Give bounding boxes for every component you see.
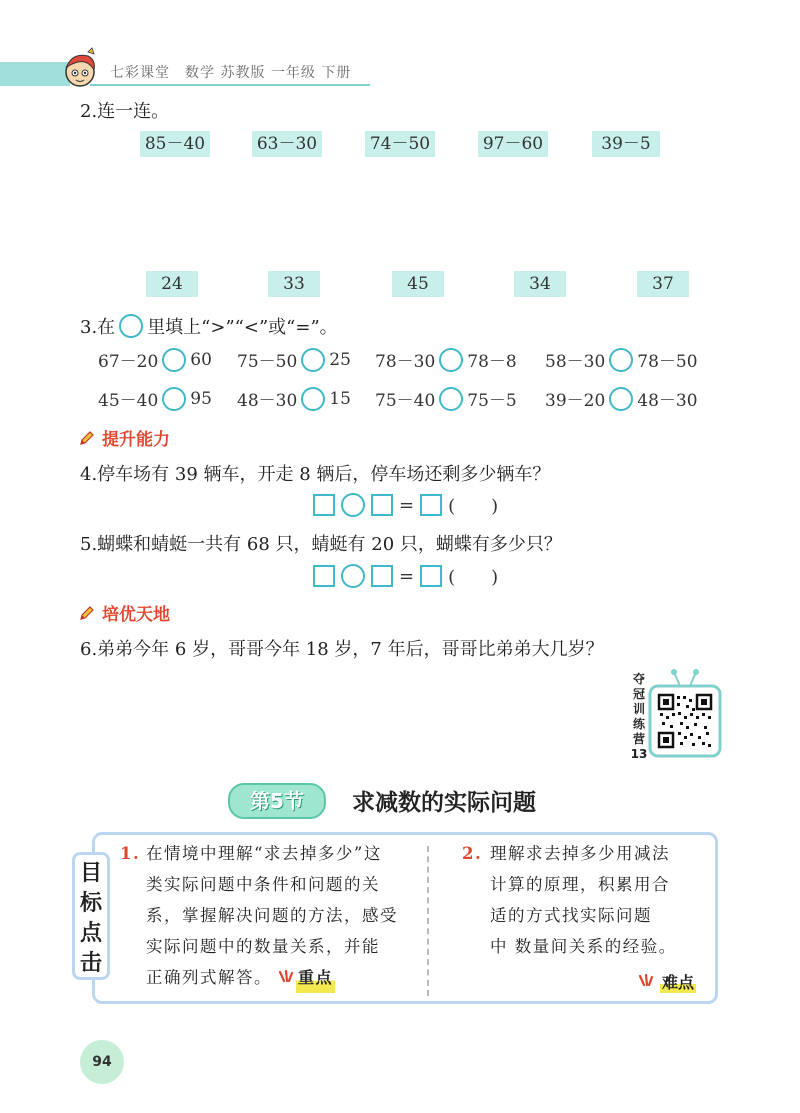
section-excel (78, 600, 170, 625)
compare-right: 95 (190, 388, 212, 409)
section-improve (78, 425, 170, 450)
qr-label-char: 冠 (632, 687, 645, 701)
answer-box[interactable] (313, 494, 335, 516)
section-excel-label: 培优天地 (102, 605, 170, 625)
expression-chip: 39－5 (592, 131, 660, 157)
q3-title-a: 3.在 (80, 317, 116, 338)
compare-circle[interactable] (162, 387, 186, 411)
target-1-text (146, 838, 416, 993)
expression-chip: 63－30 (252, 131, 322, 157)
compare-left: 75－50 (237, 352, 298, 372)
q4-text: 4.停车场有 39 辆车，开走 8 辆后，停车场还剩多少辆车？ (80, 464, 551, 485)
compare-circle[interactable] (609, 387, 633, 411)
target-2-number: 2. (462, 844, 483, 863)
expression-chip: 74－50 (365, 131, 435, 157)
page-number: 94 (80, 1040, 124, 1084)
answer-box[interactable] (371, 494, 393, 516)
q3-title-b: 里填上“>”“<”或“=”。 (147, 317, 338, 338)
q4-equation (313, 492, 498, 518)
compare-circle[interactable] (609, 348, 633, 372)
qr-label (628, 672, 650, 762)
expression-chip: 97－60 (478, 131, 548, 157)
q2-title: 2.连一连。 (80, 101, 170, 122)
compare-left: 58－30 (545, 352, 606, 372)
qr-label-char: 营 (632, 732, 645, 746)
target-2-text (490, 838, 710, 962)
compare-circle[interactable] (301, 348, 325, 372)
target-line: 系，掌握解决问题的方法，感受 (146, 906, 398, 925)
compare-row-2 (545, 386, 698, 411)
compare-circle[interactable] (301, 387, 325, 411)
header-title: 七彩课堂 数学 苏教版 一年级 下册 (110, 65, 352, 81)
sparkle-icon (276, 969, 296, 987)
targets-label-char: 点 (79, 921, 102, 946)
equals-sign: = (399, 565, 415, 587)
compare-right: 75－5 (467, 391, 517, 411)
targets-label-char: 目 (79, 861, 102, 886)
target-line: 类实际问题中条件和问题的关 (146, 875, 380, 894)
q5-equation (313, 563, 498, 589)
targets-label-char: 击 (79, 951, 102, 976)
compare-row-2 (98, 386, 212, 411)
compare-left: 39－20 (545, 391, 606, 411)
answer-box[interactable] (313, 565, 335, 587)
compare-row-2 (237, 386, 351, 411)
targets-label-char: 标 (79, 891, 102, 916)
qr-label-char: 夺 (632, 672, 645, 686)
target-line: 在情境中理解“求去掉多少”这 (146, 844, 382, 863)
circle-icon (119, 314, 143, 338)
difficulty-tag-wrap (636, 970, 696, 993)
answer-chip: 34 (514, 271, 566, 297)
unit-paren: ( ) (448, 496, 499, 517)
compare-right: 25 (329, 349, 351, 370)
target-line: 实际问题中的数量关系，并能 (146, 937, 380, 956)
section-improve-label: 提升能力 (102, 430, 170, 450)
compare-row-1 (237, 347, 351, 372)
targets-divider (427, 846, 429, 996)
compare-left: 48－30 (237, 391, 298, 411)
target-line-last (146, 962, 416, 993)
compare-right: 15 (329, 388, 351, 409)
answer-chip: 33 (268, 271, 320, 297)
target-line: 计算的原理，积累用合 (490, 875, 670, 894)
header-line (90, 84, 370, 86)
difficulty-tag: 难点 (660, 970, 696, 993)
qr-label-char: 练 (632, 717, 645, 731)
compare-circle[interactable] (162, 348, 186, 372)
lesson-badge: 第5节 (228, 783, 326, 819)
compare-left: 78－30 (375, 352, 436, 372)
answer-box[interactable] (420, 565, 442, 587)
qr-label-char: 训 (632, 702, 645, 716)
q3-title (80, 313, 338, 339)
compare-left: 67－20 (98, 352, 159, 372)
lesson-title: 求减数的实际问题 (352, 790, 536, 816)
q5-text: 5.蝴蝶和蜻蜓一共有 68 只，蜻蜓有 20 只，蝴蝶有多少只？ (80, 534, 562, 555)
operator-circle[interactable] (341, 493, 365, 517)
q6-text: 6.弟弟今年 6 岁，哥哥今年 18 岁，7 年后，哥哥比弟弟大几岁？ (80, 639, 604, 660)
expression-chip: 85－40 (140, 131, 210, 157)
targets-label (72, 852, 110, 980)
compare-row-1 (375, 347, 517, 372)
target-line: 理解求去掉多少用减法 (490, 844, 670, 863)
compare-left: 75－40 (375, 391, 436, 411)
answer-chip: 24 (146, 271, 198, 297)
target-line: 适的方式找实际问题 (490, 906, 652, 925)
answer-chip: 37 (637, 271, 689, 297)
compare-right: 78－50 (637, 352, 698, 372)
keypoint-tag: 重点 (296, 962, 335, 993)
operator-circle[interactable] (341, 564, 365, 588)
compare-right: 48－30 (637, 391, 698, 411)
answer-chip: 45 (392, 271, 444, 297)
sparkle-icon (636, 973, 656, 991)
compare-row-1 (545, 347, 698, 372)
compare-left: 45－40 (98, 391, 159, 411)
pencil-icon (78, 429, 96, 447)
compare-circle[interactable] (439, 348, 463, 372)
qr-number: 13 (630, 747, 648, 761)
equals-sign: = (399, 494, 415, 516)
qr-code-icon[interactable] (648, 668, 722, 760)
compare-circle[interactable] (439, 387, 463, 411)
answer-box[interactable] (420, 494, 442, 516)
compare-right: 60 (190, 349, 212, 370)
unit-paren: ( ) (448, 567, 499, 588)
target-line: 正确列式解答。 (146, 968, 272, 987)
compare-row-2 (375, 386, 517, 411)
target-line: 中 数量间关系的经验。 (490, 937, 677, 956)
target-1-number: 1. (120, 844, 141, 863)
pencil-icon (78, 604, 96, 622)
compare-row-1 (98, 347, 212, 372)
compare-right: 78－8 (467, 352, 517, 372)
answer-box[interactable] (371, 565, 393, 587)
